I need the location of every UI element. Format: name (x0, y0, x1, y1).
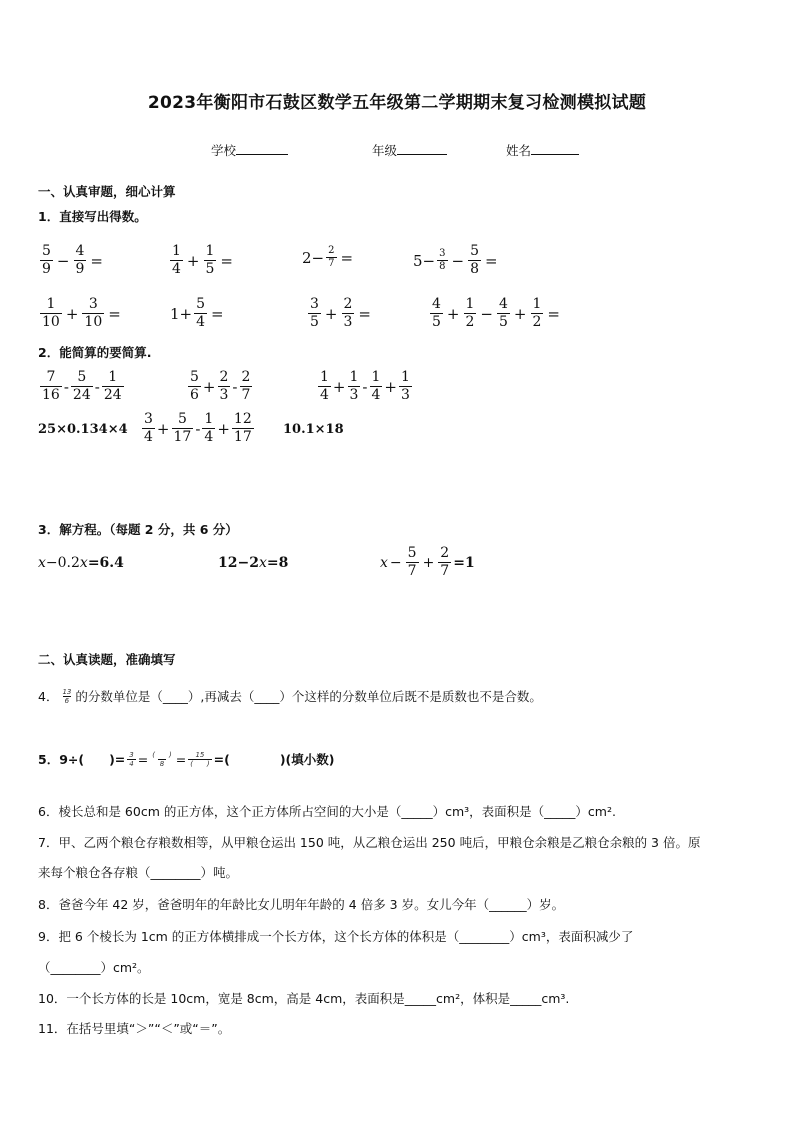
denominator: 8 (470, 261, 479, 277)
denominator: 5 (499, 314, 508, 330)
q3-e1 (38, 555, 124, 571)
math-symbol: + (384, 377, 397, 396)
q2-e3 (316, 369, 414, 404)
math-symbol: − (480, 304, 493, 323)
numerator: 5 (190, 369, 199, 385)
section2-heading: 二、认真读题，准确填写 (38, 652, 176, 667)
q1-label: 1．直接写出得数。 (38, 209, 147, 224)
q1-r1-c (302, 245, 355, 270)
fraction (218, 369, 231, 404)
numerator: 1 (108, 369, 118, 385)
numerator: 1 (320, 369, 329, 385)
fraction (348, 369, 361, 404)
grade-field (372, 141, 447, 159)
denominator: 3 (401, 387, 410, 403)
numerator: 7 (46, 369, 56, 385)
q7-line1: 7．甲、乙两个粮仓存粮数相等，从甲粮仓运出 150 吨，从乙粮仓运出 250 吨后，甲粮仓余粮是乙粮仓余粮的 3 倍。原 (38, 835, 701, 850)
fraction (188, 751, 211, 768)
numerator: 13 (62, 687, 72, 696)
denominator: 5 (432, 314, 441, 330)
q1-r1-b (168, 243, 235, 278)
q2-e5 (140, 411, 256, 446)
math-symbol: =8 (266, 555, 289, 571)
q10: 10．一个长方体的长是 10cm，宽是 8cm，高是 4cm，表面积是_____cm²，体积是_____cm³. (38, 991, 570, 1006)
math-symbol: - (195, 419, 201, 438)
numerator: 2 (241, 369, 251, 385)
denominator: 6 (190, 387, 199, 403)
denominator: 9 (75, 261, 85, 277)
fraction (399, 369, 412, 404)
numerator: 5 (77, 369, 87, 385)
denominator: ( ) (190, 759, 210, 768)
math-symbol: - (94, 377, 100, 396)
fraction (102, 369, 124, 404)
denominator: 7 (241, 387, 251, 403)
math-symbol: −0.2 (45, 555, 80, 571)
fraction (170, 243, 183, 278)
q9-line2: （________）cm²。 (38, 960, 150, 975)
fraction (406, 545, 419, 580)
math-symbol: =1 (453, 554, 475, 571)
q3-e3 (380, 545, 475, 580)
numerator: 1 (465, 296, 475, 312)
numerator: 3 (88, 296, 98, 312)
q2-e4: 25×0.134×4 (38, 422, 128, 437)
math-symbol: 的分数单位是（____）,再减去（____）个这样的分数单位后既不是质数也不是合数。 (75, 689, 542, 704)
numerator: 3 (310, 296, 319, 312)
math-symbol: + (202, 377, 216, 396)
numerator: ( ) (152, 750, 172, 759)
math-symbol: − (56, 251, 70, 270)
q11: 11．在括号里填“＞”“＜”或“＝”。 (38, 1021, 231, 1036)
q1-r1-a (38, 243, 105, 278)
fraction (464, 296, 477, 331)
numerator: 2 (440, 545, 450, 561)
math-symbol: + (186, 251, 200, 270)
denominator: 4 (204, 429, 214, 445)
numerator: 5 (407, 545, 417, 561)
math-symbol: 5− (413, 251, 436, 270)
math-symbol: x (38, 555, 46, 571)
fraction (40, 296, 62, 331)
fraction (204, 243, 217, 278)
fraction (40, 243, 53, 278)
numerator: 1 (401, 369, 410, 385)
math-symbol: + (446, 304, 460, 323)
numerator: 1 (46, 296, 56, 312)
fraction (194, 296, 207, 331)
q4 (38, 687, 542, 705)
q5 (38, 750, 334, 768)
numerator: 1 (205, 243, 215, 259)
fraction (497, 296, 510, 331)
denominator: 4 (172, 261, 181, 277)
denominator: 5 (310, 314, 319, 330)
denominator: 2 (465, 314, 475, 330)
denominator: 5 (205, 261, 215, 277)
fraction (142, 411, 155, 446)
q9-line1: 9．把 6 个棱长为 1cm 的正方体横排成一个长方体，这个长方体的体积是（________）cm³，表面积减少了 (38, 929, 634, 944)
numerator: 3 (439, 248, 446, 259)
math-symbol: + (422, 554, 435, 571)
school-field (211, 141, 288, 159)
math-symbol: + (217, 419, 230, 438)
denominator: 3 (219, 387, 229, 403)
name-field (506, 141, 579, 159)
denominator: 8 (439, 261, 446, 272)
fraction (202, 411, 215, 446)
fraction (150, 751, 173, 768)
fraction (430, 296, 443, 331)
numerator: 1 (349, 369, 359, 385)
math-symbol: + (156, 419, 170, 438)
denominator: 17 (173, 429, 192, 445)
denominator: 6 (64, 696, 70, 705)
numerator: 2 (219, 369, 229, 385)
numerator: 3 (144, 411, 153, 427)
numerator: 2 (328, 245, 335, 256)
denominator: 17 (233, 429, 252, 445)
numerator: 12 (233, 411, 252, 427)
numerator: 15 (195, 750, 205, 759)
denominator: 24 (72, 387, 91, 403)
math-symbol: = (340, 248, 354, 267)
q2-e1 (38, 369, 126, 404)
math-symbol: - (63, 377, 69, 396)
denominator: 4 (371, 387, 381, 403)
denominator: 9 (42, 261, 51, 277)
fraction (342, 296, 355, 331)
numerator: 4 (75, 243, 85, 259)
q7-line2: 来每个粮仓各存粮（________）吨。 (38, 865, 239, 880)
math-symbol: = (547, 304, 560, 323)
fraction (232, 411, 254, 446)
denominator: 3 (343, 314, 353, 330)
fraction (188, 369, 201, 404)
math-symbol: = (211, 304, 224, 323)
math-symbol: + (65, 304, 79, 323)
denominator: 16 (42, 387, 60, 403)
math-symbol: = (108, 304, 121, 323)
denominator: 7 (407, 563, 417, 579)
name-label: 姓名 (506, 143, 532, 158)
numerator: 1 (532, 296, 542, 312)
denominator: 2 (532, 314, 542, 330)
page-title: 2023年衡阳市石鼓区数学五年级第二学期期末复习检测模拟试题 (147, 93, 647, 113)
numerator: 1 (204, 411, 214, 427)
math-symbol: 4． (38, 689, 59, 704)
math-symbol: = (90, 251, 103, 270)
math-symbol: = (485, 251, 498, 270)
numerator: 4 (432, 296, 441, 312)
math-symbol: x (380, 554, 388, 571)
fraction (370, 369, 383, 404)
fraction (326, 245, 336, 270)
q2-e6: 10.1×18 (283, 422, 344, 437)
school-blank[interactable] (236, 154, 288, 155)
math-symbol: 2− (302, 248, 325, 267)
q2-label: 2．能简算的要简算. (38, 345, 152, 360)
numerator: 5 (470, 243, 479, 259)
math-symbol: + (324, 304, 338, 323)
fraction (82, 296, 104, 331)
denominator: 10 (84, 314, 103, 330)
math-symbol: = (220, 251, 233, 270)
q3-e2 (218, 555, 288, 571)
fraction (438, 545, 451, 580)
numerator: 2 (343, 296, 353, 312)
math-symbol: 12−2 (218, 555, 259, 571)
math-symbol: = (175, 751, 187, 767)
q1-r2-a (38, 296, 123, 331)
math-symbol: − (389, 554, 402, 571)
denominator: 3 (349, 387, 359, 403)
fraction (127, 751, 135, 768)
numerator: 1 (371, 369, 381, 385)
math-symbol: + (332, 377, 346, 396)
math-symbol: =( )(填小数) (213, 752, 335, 767)
numerator: 5 (42, 243, 51, 259)
math-symbol: + (513, 304, 527, 323)
section1-heading: 一、认真审题，细心计算 (38, 184, 176, 199)
denominator: 4 (129, 759, 134, 768)
math-symbol: x (258, 555, 267, 571)
fraction (240, 369, 253, 404)
q6: 6．棱长总和是 60cm 的正方体，这个正方体所占空间的大小是（_____）cm³，表面积是（_____）cm². (38, 804, 616, 819)
denominator: 4 (320, 387, 329, 403)
numerator: 5 (196, 296, 206, 312)
q8: 8．爸爸今年 42 岁，爸爸明年的年龄比女儿明年年龄的 4 倍多 3 岁。女儿今年（______）岁。 (38, 897, 565, 912)
denominator: 10 (42, 314, 60, 330)
math-symbol: - (362, 377, 368, 396)
name-blank[interactable] (531, 154, 579, 155)
denominator: 7 (440, 563, 450, 579)
numerator: 3 (129, 750, 134, 759)
grade-blank[interactable] (397, 154, 447, 155)
fraction (318, 369, 331, 404)
fraction (308, 296, 321, 331)
q1-r2-d (428, 296, 562, 331)
fraction (437, 248, 447, 273)
math-symbol: = (358, 304, 371, 323)
fraction (531, 296, 544, 331)
fraction (468, 243, 481, 278)
math-symbol: - (232, 377, 238, 396)
q3-label: 3．解方程。（每题 2 分，共 6 分） (38, 522, 238, 537)
denominator: 7 (328, 258, 335, 269)
numerator: 1 (172, 243, 181, 259)
q1-r2-b (170, 296, 226, 331)
school-label: 学校 (211, 143, 237, 158)
math-symbol: =6.4 (87, 555, 124, 571)
denominator: 24 (103, 387, 122, 403)
fraction (71, 369, 93, 404)
q1-r1-d (413, 243, 500, 278)
fraction (60, 688, 73, 705)
denominator: 4 (196, 314, 206, 330)
fraction (74, 243, 87, 278)
math-symbol: 5．9÷( )= (38, 752, 126, 767)
q2-e2 (186, 369, 254, 404)
numerator: 4 (499, 296, 508, 312)
denominator: 8 (159, 759, 165, 768)
grade-label: 年级 (372, 143, 398, 158)
math-symbol: = (137, 751, 149, 767)
fraction (172, 411, 194, 446)
numerator: 5 (177, 411, 187, 427)
fraction (40, 369, 62, 404)
denominator: 4 (144, 429, 153, 445)
q1-r2-c (306, 296, 373, 331)
math-symbol: 1+ (170, 304, 193, 323)
math-symbol: x (79, 555, 88, 571)
math-symbol: − (451, 251, 465, 270)
